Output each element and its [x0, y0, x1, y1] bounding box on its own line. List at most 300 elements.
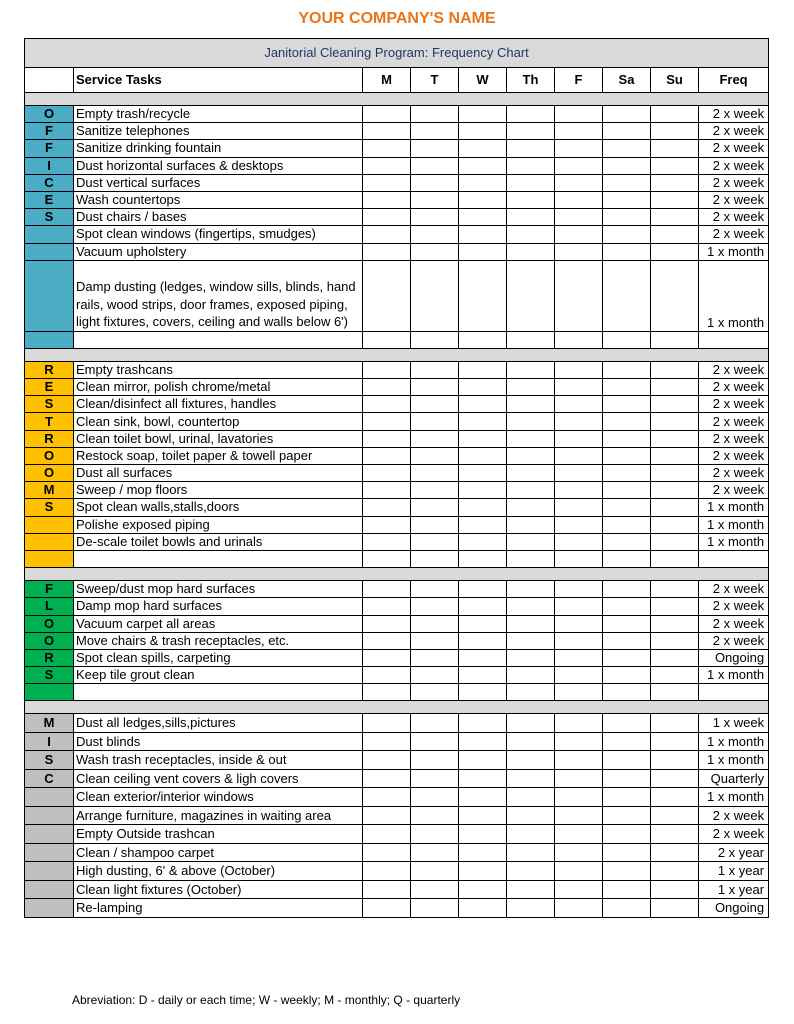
day-check-cell — [411, 880, 459, 899]
day-check-cell — [651, 447, 699, 464]
service-task: Polishe exposed piping — [74, 516, 363, 533]
section-letter: R — [25, 430, 74, 447]
day-check-cell — [459, 516, 507, 533]
day-check-cell — [507, 581, 555, 598]
day-check-cell — [603, 157, 651, 174]
day-check-cell — [459, 499, 507, 516]
day-check-cell — [651, 899, 699, 918]
day-check-cell — [555, 667, 603, 684]
day-check-cell — [363, 581, 411, 598]
section-letter — [25, 533, 74, 550]
day-check-cell — [603, 331, 651, 348]
day-check-cell — [603, 499, 651, 516]
day-check-cell — [507, 880, 555, 899]
service-task — [74, 684, 363, 701]
frequency-value: 2 x week — [699, 379, 769, 396]
table-row — [25, 550, 769, 567]
frequency-value: 2 x week — [699, 598, 769, 615]
service-task: Clean toilet bowl, urinal, lavatories — [74, 430, 363, 447]
day-check-cell — [603, 732, 651, 751]
day-check-cell — [459, 209, 507, 226]
day-check-cell — [363, 769, 411, 788]
service-task: Clean exterior/interior windows — [74, 788, 363, 807]
day-check-cell — [555, 769, 603, 788]
day-check-cell — [363, 106, 411, 123]
day-check-cell — [603, 243, 651, 260]
service-task — [74, 331, 363, 348]
day-check-cell — [507, 106, 555, 123]
separator-cell — [74, 568, 363, 581]
day-check-cell — [555, 499, 603, 516]
day-check-cell — [507, 482, 555, 499]
day-check-cell — [363, 140, 411, 157]
day-check-cell — [459, 899, 507, 918]
separator-cell — [507, 348, 555, 361]
day-check-cell — [651, 396, 699, 413]
day-check-cell — [651, 843, 699, 862]
section-letter: L — [25, 598, 74, 615]
day-check-cell — [363, 157, 411, 174]
day-check-cell — [459, 825, 507, 844]
frequency-chart-table — [24, 38, 769, 918]
day-check-cell — [603, 880, 651, 899]
day-check-cell — [555, 598, 603, 615]
day-check-cell — [555, 209, 603, 226]
separator-cell — [651, 348, 699, 361]
day-check-cell — [363, 899, 411, 918]
day-check-cell — [651, 714, 699, 733]
day-check-cell — [411, 843, 459, 862]
header-freq: Freq — [699, 68, 769, 93]
table-row — [25, 191, 769, 208]
day-check-cell — [507, 788, 555, 807]
day-check-cell — [459, 447, 507, 464]
day-check-cell — [411, 632, 459, 649]
header-service-tasks: Service Tasks — [74, 68, 363, 93]
day-check-cell — [603, 209, 651, 226]
day-check-cell — [363, 465, 411, 482]
frequency-value: 1 x month — [699, 243, 769, 260]
separator-cell — [411, 348, 459, 361]
frequency-value: 2 x week — [699, 396, 769, 413]
service-task: Spot clean windows (fingertips, smudges) — [74, 226, 363, 243]
table-row — [25, 615, 769, 632]
day-check-cell — [507, 615, 555, 632]
day-check-cell — [651, 361, 699, 378]
day-check-cell — [507, 714, 555, 733]
separator-cell — [25, 348, 74, 361]
frequency-value: 2 x week — [699, 174, 769, 191]
header-day: W — [459, 68, 507, 93]
day-check-cell — [603, 788, 651, 807]
table-row — [25, 732, 769, 751]
service-task: Dust vertical surfaces — [74, 174, 363, 191]
section-separator — [25, 348, 769, 361]
frequency-value: 2 x week — [699, 361, 769, 378]
day-check-cell — [555, 732, 603, 751]
day-check-cell — [411, 361, 459, 378]
day-check-cell — [555, 226, 603, 243]
day-check-cell — [651, 482, 699, 499]
day-check-cell — [651, 788, 699, 807]
day-check-cell — [363, 632, 411, 649]
day-check-cell — [459, 140, 507, 157]
day-check-cell — [555, 140, 603, 157]
section-letter — [25, 788, 74, 807]
table-row — [25, 157, 769, 174]
day-check-cell — [507, 843, 555, 862]
frequency-value: 1 x month — [699, 499, 769, 516]
header-day: Sa — [603, 68, 651, 93]
day-check-cell — [651, 191, 699, 208]
service-task: Wash countertops — [74, 191, 363, 208]
day-check-cell — [363, 843, 411, 862]
day-check-cell — [603, 714, 651, 733]
frequency-value: 2 x week — [699, 825, 769, 844]
day-check-cell — [363, 447, 411, 464]
day-check-cell — [507, 430, 555, 447]
table-row — [25, 598, 769, 615]
table-row — [25, 806, 769, 825]
day-check-cell — [411, 550, 459, 567]
table-row — [25, 714, 769, 733]
service-task: Spot clean walls,stalls,doors — [74, 499, 363, 516]
frequency-value: 1 x week — [699, 714, 769, 733]
day-check-cell — [555, 880, 603, 899]
separator-cell — [555, 701, 603, 714]
section-letter: F — [25, 140, 74, 157]
day-check-cell — [459, 769, 507, 788]
day-check-cell — [603, 533, 651, 550]
day-check-cell — [651, 632, 699, 649]
day-check-cell — [651, 499, 699, 516]
frequency-value — [699, 331, 769, 348]
day-check-cell — [411, 581, 459, 598]
day-check-cell — [363, 260, 411, 331]
day-check-cell — [555, 413, 603, 430]
day-check-cell — [507, 465, 555, 482]
day-check-cell — [555, 825, 603, 844]
section-letter: M — [25, 714, 74, 733]
day-check-cell — [603, 396, 651, 413]
day-check-cell — [555, 174, 603, 191]
table-row — [25, 825, 769, 844]
day-check-cell — [459, 788, 507, 807]
header-day: F — [555, 68, 603, 93]
table-row — [25, 482, 769, 499]
separator-cell — [699, 93, 769, 106]
table-row — [25, 862, 769, 881]
day-check-cell — [363, 226, 411, 243]
section-letter — [25, 880, 74, 899]
day-check-cell — [459, 732, 507, 751]
day-check-cell — [411, 533, 459, 550]
section-letter: S — [25, 667, 74, 684]
abbreviation-footnote: Abreviation: D - daily or each time; W - weekly; M - monthly; Q - quarterly — [72, 993, 461, 1007]
day-check-cell — [555, 632, 603, 649]
frequency-value: 2 x week — [699, 465, 769, 482]
day-check-cell — [459, 191, 507, 208]
day-check-cell — [555, 684, 603, 701]
company-name: YOUR COMPANY'S NAME — [298, 10, 496, 27]
day-check-cell — [459, 533, 507, 550]
service-task: Clean mirror, polish chrome/metal — [74, 379, 363, 396]
day-check-cell — [411, 667, 459, 684]
day-check-cell — [363, 649, 411, 666]
day-check-cell — [555, 361, 603, 378]
table-row — [25, 331, 769, 348]
day-check-cell — [507, 361, 555, 378]
frequency-value: 2 x week — [699, 806, 769, 825]
separator-cell — [603, 93, 651, 106]
day-check-cell — [459, 243, 507, 260]
day-check-cell — [507, 331, 555, 348]
day-check-cell — [507, 684, 555, 701]
day-check-cell — [459, 396, 507, 413]
chart-title: Janitorial Cleaning Program: Frequency Chart — [25, 39, 769, 68]
table-row — [25, 413, 769, 430]
service-task: Damp mop hard surfaces — [74, 598, 363, 615]
section-letter: O — [25, 447, 74, 464]
separator-cell — [459, 568, 507, 581]
day-check-cell — [411, 714, 459, 733]
day-check-cell — [459, 806, 507, 825]
day-check-cell — [411, 516, 459, 533]
table-row — [25, 649, 769, 666]
day-check-cell — [411, 106, 459, 123]
service-task: Dust all surfaces — [74, 465, 363, 482]
day-check-cell — [507, 632, 555, 649]
day-check-cell — [555, 331, 603, 348]
day-check-cell — [507, 243, 555, 260]
day-check-cell — [507, 649, 555, 666]
day-check-cell — [459, 615, 507, 632]
day-check-cell — [411, 751, 459, 770]
day-check-cell — [411, 482, 459, 499]
day-check-cell — [555, 533, 603, 550]
day-check-cell — [555, 465, 603, 482]
section-letter: C — [25, 769, 74, 788]
day-check-cell — [555, 516, 603, 533]
header-blank — [25, 68, 74, 93]
table-row — [25, 769, 769, 788]
day-check-cell — [651, 209, 699, 226]
day-check-cell — [459, 649, 507, 666]
day-check-cell — [459, 123, 507, 140]
section-letter: O — [25, 465, 74, 482]
day-check-cell — [555, 123, 603, 140]
day-check-cell — [603, 825, 651, 844]
day-check-cell — [363, 482, 411, 499]
day-check-cell — [411, 649, 459, 666]
frequency-value: 2 x week — [699, 632, 769, 649]
day-check-cell — [459, 751, 507, 770]
service-task: Dust blinds — [74, 732, 363, 751]
day-check-cell — [555, 260, 603, 331]
table-row — [25, 430, 769, 447]
day-check-cell — [507, 140, 555, 157]
day-check-cell — [411, 243, 459, 260]
day-check-cell — [555, 806, 603, 825]
separator-cell — [25, 568, 74, 581]
section-letter: T — [25, 413, 74, 430]
day-check-cell — [651, 123, 699, 140]
day-check-cell — [411, 769, 459, 788]
section-letter — [25, 243, 74, 260]
separator-cell — [363, 568, 411, 581]
day-check-cell — [603, 843, 651, 862]
day-check-cell — [507, 550, 555, 567]
section-letter: I — [25, 157, 74, 174]
day-check-cell — [651, 806, 699, 825]
day-check-cell — [459, 379, 507, 396]
day-check-cell — [603, 482, 651, 499]
service-task: Clean / shampoo carpet — [74, 843, 363, 862]
separator-cell — [699, 568, 769, 581]
table-row — [25, 465, 769, 482]
day-check-cell — [555, 899, 603, 918]
service-task: Empty trashcans — [74, 361, 363, 378]
day-check-cell — [651, 243, 699, 260]
day-check-cell — [555, 581, 603, 598]
section-letter — [25, 260, 74, 331]
table-row — [25, 379, 769, 396]
table-row — [25, 243, 769, 260]
day-check-cell — [411, 615, 459, 632]
header-day: Th — [507, 68, 555, 93]
day-check-cell — [603, 769, 651, 788]
day-check-cell — [363, 430, 411, 447]
day-check-cell — [363, 667, 411, 684]
frequency-value: Ongoing — [699, 649, 769, 666]
table-row — [25, 396, 769, 413]
day-check-cell — [411, 174, 459, 191]
day-check-cell — [603, 140, 651, 157]
day-check-cell — [363, 331, 411, 348]
day-check-cell — [507, 899, 555, 918]
section-letter: O — [25, 106, 74, 123]
frequency-value: 2 x week — [699, 447, 769, 464]
frequency-value: 2 x week — [699, 615, 769, 632]
day-check-cell — [459, 598, 507, 615]
section-letter — [25, 516, 74, 533]
day-check-cell — [603, 260, 651, 331]
day-check-cell — [651, 649, 699, 666]
day-check-cell — [555, 106, 603, 123]
section-letter: M — [25, 482, 74, 499]
frequency-value: Ongoing — [699, 899, 769, 918]
title-row — [25, 39, 769, 68]
day-check-cell — [411, 396, 459, 413]
day-check-cell — [651, 751, 699, 770]
service-task: Clean sink, bowl, countertop — [74, 413, 363, 430]
service-task: Dust horizontal surfaces & desktops — [74, 157, 363, 174]
frequency-value — [699, 550, 769, 567]
frequency-value: Quarterly — [699, 769, 769, 788]
day-check-cell — [555, 396, 603, 413]
separator-cell — [25, 701, 74, 714]
day-check-cell — [651, 550, 699, 567]
day-check-cell — [411, 209, 459, 226]
separator-cell — [363, 701, 411, 714]
separator-cell — [507, 701, 555, 714]
day-check-cell — [603, 430, 651, 447]
day-check-cell — [507, 157, 555, 174]
day-check-cell — [411, 413, 459, 430]
service-task: Clean ceiling vent covers & ligh covers — [74, 769, 363, 788]
table-row — [25, 106, 769, 123]
service-task: Empty trash/recycle — [74, 106, 363, 123]
frequency-value: 2 x week — [699, 581, 769, 598]
service-task: Spot clean spills, carpeting — [74, 649, 363, 666]
day-check-cell — [603, 413, 651, 430]
service-task: Clean/disinfect all fixtures, handles — [74, 396, 363, 413]
service-task — [74, 550, 363, 567]
day-check-cell — [555, 191, 603, 208]
header-row — [25, 68, 769, 93]
section-letter: F — [25, 123, 74, 140]
day-check-cell — [651, 684, 699, 701]
section-letter: O — [25, 615, 74, 632]
frequency-value: 1 x month — [699, 751, 769, 770]
day-check-cell — [411, 499, 459, 516]
day-check-cell — [411, 260, 459, 331]
day-check-cell — [411, 226, 459, 243]
day-check-cell — [651, 331, 699, 348]
day-check-cell — [651, 533, 699, 550]
table-row — [25, 581, 769, 598]
service-task: Vacuum upholstery — [74, 243, 363, 260]
day-check-cell — [459, 843, 507, 862]
section-letter: C — [25, 174, 74, 191]
table-row — [25, 209, 769, 226]
day-check-cell — [363, 516, 411, 533]
service-task: Re-lamping — [74, 899, 363, 918]
service-task: Damp dusting (ledges, window sills, blinds, hand rails, wood strips, door frames, exposed piping, light fixtures, covers, ceiling and walls below 6') — [74, 260, 363, 331]
day-check-cell — [459, 880, 507, 899]
service-task: Keep tile grout clean — [74, 667, 363, 684]
day-check-cell — [507, 667, 555, 684]
service-task: Wash trash receptacles, inside & out — [74, 751, 363, 770]
separator-cell — [507, 93, 555, 106]
separator-cell — [699, 701, 769, 714]
day-check-cell — [459, 106, 507, 123]
day-check-cell — [459, 331, 507, 348]
day-check-cell — [363, 533, 411, 550]
section-letter: E — [25, 379, 74, 396]
day-check-cell — [411, 598, 459, 615]
day-check-cell — [555, 430, 603, 447]
frequency-value: 2 x week — [699, 413, 769, 430]
day-check-cell — [459, 714, 507, 733]
day-check-cell — [507, 769, 555, 788]
frequency-value: 1 x month — [699, 788, 769, 807]
day-check-cell — [603, 174, 651, 191]
day-check-cell — [651, 226, 699, 243]
day-check-cell — [411, 465, 459, 482]
section-separator — [25, 701, 769, 714]
section-letter: S — [25, 396, 74, 413]
day-check-cell — [555, 447, 603, 464]
service-task: Clean light fixtures (October) — [74, 880, 363, 899]
day-check-cell — [411, 331, 459, 348]
day-check-cell — [603, 465, 651, 482]
table-row — [25, 684, 769, 701]
day-check-cell — [507, 226, 555, 243]
service-task: Arrange furniture, magazines in waiting area — [74, 806, 363, 825]
day-check-cell — [651, 413, 699, 430]
service-task: Move chairs & trash receptacles, etc. — [74, 632, 363, 649]
